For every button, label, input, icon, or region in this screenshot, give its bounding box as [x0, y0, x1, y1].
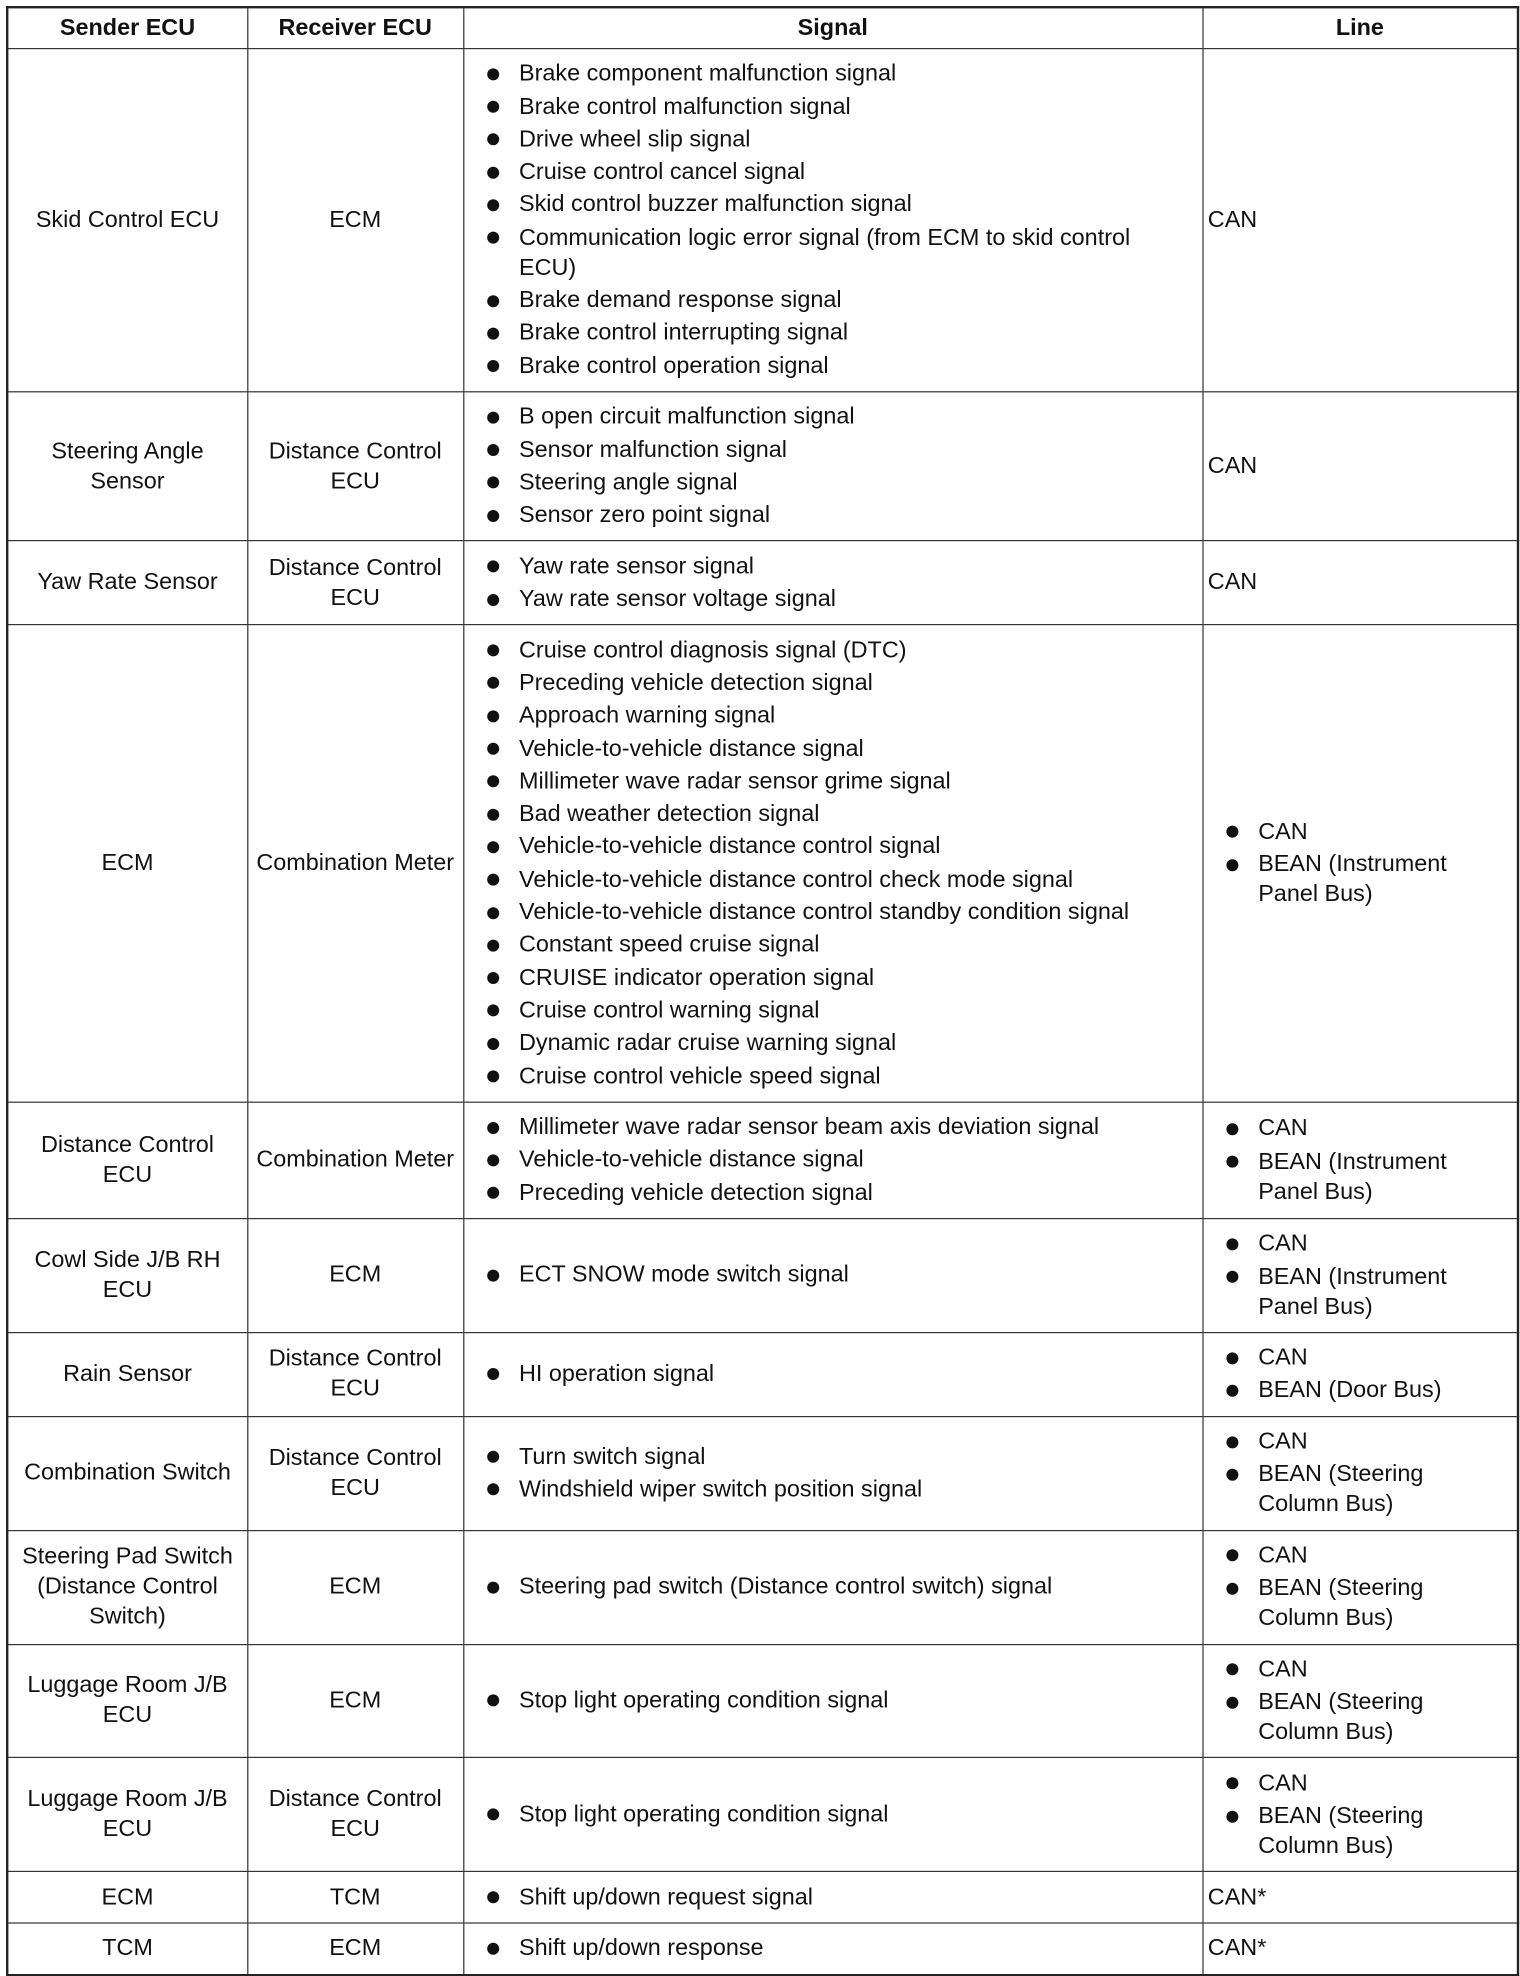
line-cell [1202, 1530, 1518, 1644]
signal-cell [463, 49, 1202, 392]
signal-item: Bad weather detection signal [485, 799, 1189, 829]
sender-ecu-cell: ECM [7, 625, 247, 1102]
line-item: BEAN (Instrument Panel Bus) [1225, 1262, 1508, 1322]
signal-item: Sensor malfunction signal [485, 435, 1189, 465]
signal-item: Steering pad switch (Distance control switch) signal [485, 1572, 1189, 1602]
sender-ecu-cell: ECM [7, 1872, 247, 1923]
table-row [7, 1219, 1518, 1333]
line-item: BEAN (Instrument Panel Bus) [1225, 1147, 1508, 1207]
signal-item: HI operation signal [485, 1359, 1189, 1389]
signal-list [485, 1933, 1189, 1963]
signal-list [485, 1800, 1189, 1830]
signal-item: Vehicle-to-vehicle distance control standby condition signal [485, 898, 1189, 928]
table-row [7, 1530, 1518, 1644]
signal-cell [463, 1644, 1202, 1758]
signal-list [485, 636, 1189, 1092]
signal-item: Millimeter wave radar sensor beam axis deviation signal [485, 1113, 1189, 1143]
signal-item: Cruise control diagnosis signal (DTC) [485, 636, 1189, 666]
table-row [7, 625, 1518, 1102]
receiver-ecu-cell: ECM [247, 1530, 463, 1644]
line-cell [1202, 1416, 1518, 1530]
table-row [7, 1416, 1518, 1530]
signal-cell [463, 392, 1202, 541]
signal-item: Shift up/down response [485, 1933, 1189, 1963]
line-cell: CAN [1202, 392, 1518, 541]
line-list [1225, 1427, 1508, 1520]
signal-item: Cruise control cancel signal [485, 157, 1189, 187]
signal-list [485, 1882, 1189, 1912]
line-item: BEAN (Door Bus) [1225, 1376, 1508, 1406]
receiver-ecu-cell: ECM [247, 1923, 463, 1975]
signal-item: CRUISE indicator operation signal [485, 963, 1189, 993]
receiver-ecu-cell: Combination Meter [247, 625, 463, 1102]
sender-ecu-cell: Combination Switch [7, 1416, 247, 1530]
line-item: CAN [1225, 1114, 1508, 1144]
signal-item: Millimeter wave radar sensor grime signal [485, 767, 1189, 797]
line-item: BEAN (Steering Column Bus) [1225, 1574, 1508, 1634]
signal-item: Vehicle-to-vehicle distance signal [485, 734, 1189, 764]
header-signal: Signal [463, 7, 1202, 48]
signal-list [485, 1359, 1189, 1389]
signal-list [485, 1261, 1189, 1291]
line-item: CAN [1225, 1427, 1508, 1457]
line-item: BEAN (Steering Column Bus) [1225, 1801, 1508, 1861]
line-item: BEAN (Steering Column Bus) [1225, 1687, 1508, 1747]
table-row [7, 392, 1518, 541]
signal-item: Vehicle-to-vehicle distance control signal [485, 832, 1189, 862]
sender-ecu-cell: Luggage Room J/B ECU [7, 1758, 247, 1872]
signal-item: Steering angle signal [485, 468, 1189, 498]
signal-item: Yaw rate sensor signal [485, 552, 1189, 582]
line-item: BEAN (Steering Column Bus) [1225, 1460, 1508, 1520]
receiver-ecu-cell: Distance Control ECU [247, 1416, 463, 1530]
signal-item: Preceding vehicle detection signal [485, 668, 1189, 698]
signal-item: Vehicle-to-vehicle distance signal [485, 1145, 1189, 1175]
line-item: BEAN (Instrument Panel Bus) [1225, 850, 1508, 910]
signal-item: Shift up/down request signal [485, 1882, 1189, 1912]
header-row [7, 7, 1518, 48]
table-row [7, 1332, 1518, 1416]
signal-item: Windshield wiper switch position signal [485, 1475, 1189, 1505]
receiver-ecu-cell: Distance Control ECU [247, 1332, 463, 1416]
header-receiver-ecu: Receiver ECU [247, 7, 463, 48]
line-item: CAN [1225, 1541, 1508, 1571]
line-item: CAN [1225, 1768, 1508, 1798]
signal-item: Stop light operating condition signal [485, 1800, 1189, 1830]
line-cell [1202, 625, 1518, 1102]
signal-cell [463, 625, 1202, 1102]
signal-item: Brake control operation signal [485, 351, 1189, 381]
table-row [7, 1923, 1518, 1975]
signal-list [485, 59, 1189, 381]
table-row [7, 1102, 1518, 1219]
signal-item: Dynamic radar cruise warning signal [485, 1029, 1189, 1059]
line-cell: CAN* [1202, 1923, 1518, 1975]
signal-list [485, 1572, 1189, 1602]
signal-cell [463, 1102, 1202, 1219]
receiver-ecu-cell: Distance Control ECU [247, 392, 463, 541]
can-signal-table [6, 6, 1519, 1976]
line-cell [1202, 1102, 1518, 1219]
signal-item: Constant speed cruise signal [485, 930, 1189, 960]
table-row [7, 1758, 1518, 1872]
receiver-ecu-cell: ECM [247, 49, 463, 392]
line-cell: CAN [1202, 49, 1518, 392]
receiver-ecu-cell: ECM [247, 1219, 463, 1333]
sender-ecu-cell: Distance Control ECU [7, 1102, 247, 1219]
line-cell [1202, 1219, 1518, 1333]
line-cell: CAN* [1202, 1872, 1518, 1923]
signal-cell [463, 1872, 1202, 1923]
signal-item: ECT SNOW mode switch signal [485, 1261, 1189, 1291]
receiver-ecu-cell: TCM [247, 1872, 463, 1923]
signal-list [485, 1686, 1189, 1716]
signal-item: B open circuit malfunction signal [485, 402, 1189, 432]
line-list [1225, 1655, 1508, 1748]
sender-ecu-cell: TCM [7, 1923, 247, 1975]
signal-cell [463, 541, 1202, 625]
table-row [7, 1644, 1518, 1758]
signal-list [485, 1113, 1189, 1209]
signal-cell [463, 1332, 1202, 1416]
header-sender-ecu: Sender ECU [7, 7, 247, 48]
sender-ecu-cell: Luggage Room J/B ECU [7, 1644, 247, 1758]
line-cell [1202, 1758, 1518, 1872]
receiver-ecu-cell: Distance Control ECU [247, 541, 463, 625]
signal-item: Brake control interrupting signal [485, 318, 1189, 348]
signal-list [485, 402, 1189, 530]
signal-item: Yaw rate sensor voltage signal [485, 584, 1189, 614]
table-row [7, 49, 1518, 392]
signal-list [485, 1442, 1189, 1505]
sender-ecu-cell: Skid Control ECU [7, 49, 247, 392]
signal-item: Sensor zero point signal [485, 501, 1189, 531]
header-line: Line [1202, 7, 1518, 48]
signal-item: Skid control buzzer malfunction signal [485, 190, 1189, 220]
line-list [1225, 1768, 1508, 1861]
signal-item: Cruise control warning signal [485, 996, 1189, 1026]
signal-item: Brake control malfunction signal [485, 92, 1189, 122]
table-row [7, 1872, 1518, 1923]
signal-cell [463, 1758, 1202, 1872]
signal-item: Communication logic error signal (from ECM to skid control ECU) [485, 223, 1189, 283]
sender-ecu-cell: Cowl Side J/B RH ECU [7, 1219, 247, 1333]
line-list [1225, 1114, 1508, 1207]
line-cell: CAN [1202, 541, 1518, 625]
line-cell [1202, 1332, 1518, 1416]
line-list [1225, 817, 1508, 910]
signal-item: Brake demand response signal [485, 286, 1189, 316]
signal-item: Turn switch signal [485, 1442, 1189, 1472]
table-row [7, 541, 1518, 625]
receiver-ecu-cell: ECM [247, 1644, 463, 1758]
receiver-ecu-cell: Combination Meter [247, 1102, 463, 1219]
receiver-ecu-cell: Distance Control ECU [247, 1758, 463, 1872]
line-list [1225, 1343, 1508, 1406]
signal-item: Stop light operating condition signal [485, 1686, 1189, 1716]
line-item: CAN [1225, 1655, 1508, 1685]
signal-item: Brake component malfunction signal [485, 59, 1189, 89]
signal-item: Vehicle-to-vehicle distance control check mode signal [485, 865, 1189, 895]
signal-cell [463, 1530, 1202, 1644]
line-list [1225, 1229, 1508, 1322]
line-list [1225, 1541, 1508, 1634]
sender-ecu-cell: Steering Angle Sensor [7, 392, 247, 541]
sender-ecu-cell: Rain Sensor [7, 1332, 247, 1416]
line-item: CAN [1225, 817, 1508, 847]
signal-item: Approach warning signal [485, 701, 1189, 731]
signal-cell [463, 1416, 1202, 1530]
signal-item: Preceding vehicle detection signal [485, 1178, 1189, 1208]
table-body [7, 49, 1518, 1975]
line-cell [1202, 1644, 1518, 1758]
signal-cell [463, 1923, 1202, 1975]
sender-ecu-cell: Yaw Rate Sensor [7, 541, 247, 625]
signal-item: Drive wheel slip signal [485, 125, 1189, 155]
signal-list [485, 552, 1189, 615]
signal-item: Cruise control vehicle speed signal [485, 1061, 1189, 1091]
line-item: CAN [1225, 1343, 1508, 1373]
line-item: CAN [1225, 1229, 1508, 1259]
signal-cell [463, 1219, 1202, 1333]
sender-ecu-cell: Steering Pad Switch (Distance Control Switch) [7, 1530, 247, 1644]
